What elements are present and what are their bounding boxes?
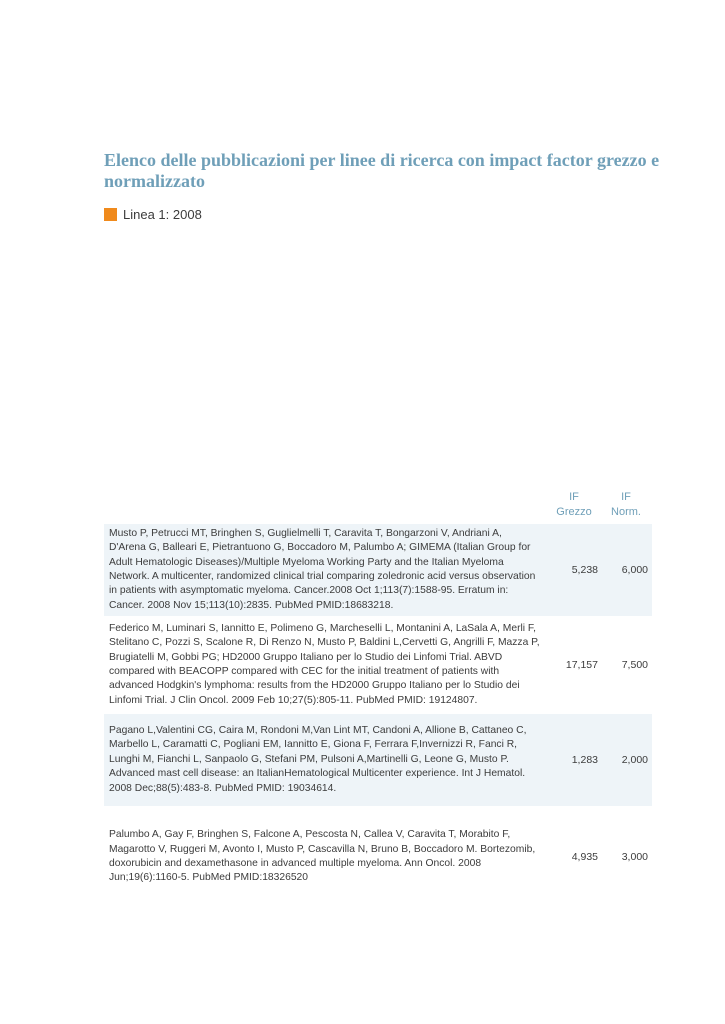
citation-text: Pagano L,Valentini CG, Caira M, Rondoni M,Van Lint MT, Candoni A, Allione B, Cattaneo C, Marbello L, Caramatti C, Pogliani EM, Iannitto E, Giona F, Ferrara F,Invernizzi R, Fanci R, Lunghi M, Fianchi L, Sanpaolo G, Stefani PM, Pulsoni A,Martinelli G, Leone G, Musto P. Advanced mast cell disease: an ItalianHematological Multicenter experience. Int J Hematol. 2008 Dec;88(5):483-8. PubMed PMID: 19034614. [109,724,527,794]
column-header-if-grezzo: IF Grezzo [556,491,592,518]
if-grezzo-value: 5,238 [571,564,598,576]
if-norm-value: 2,000 [621,754,648,766]
line-label-text: Linea 1: 2008 [123,207,202,222]
table-row [104,809,652,905]
if-grezzo-value: 1,283 [571,754,598,766]
citation-text: Federico M, Luminari S, Iannitto E, Polimeno G, Marcheselli L, Montanini A, LaSala A, Merli F, Stelitano C, Pozzi S, Scalone R, Di Renzo N, Musto P, Baldini L,Cervetti G, Angrilli F, Mazza P, Brugiatelli M, Gobbi PG; HD2000 Gruppo Italiano per lo Studio dei Linfomi Trial. ABVD compared with BEACOPP compared with CEC for the initial treatment of patients with advanced Hodgkin's lymphoma: results from the HD2000 Gruppo Italiano per lo Studio dei Linfomi Trial. J Clin Oncol. 2009 Feb 10;27(5):805-11. PubMed PMID: 19124807. [109,622,540,706]
page-title: Elenco delle pubblicazioni per linee di ricerca con impact factor grezzo e normalizzato [104,150,660,191]
if-grezzo-value: 17,157 [565,659,598,671]
orange-square-icon [104,208,117,221]
if-grezzo-value: 4,935 [571,851,598,863]
if-norm-value: 3,000 [621,851,648,863]
line-label [104,207,202,222]
table-row [104,619,652,711]
column-header-if-norm: IF Norm. [611,491,641,518]
citation-text: Palumbo A, Gay F, Bringhen S, Falcone A, Pescosta N, Callea V, Caravita T, Morabito F, Magarotto V, Ruggeri M, Avonto I, Musto P, Cascavilla N, Bruno B, Boccadoro M. Bortezomib, doxorubicin and dexamethasone in advanced multiple myeloma. Ann Oncol. 2008 Jun;19(6):1160-5. PubMed PMID:18326520 [109,829,536,884]
publications-table [104,524,652,908]
table-row [104,714,652,806]
table-row [104,524,652,616]
if-norm-value: 6,000 [621,564,648,576]
if-norm-value: 7,500 [621,659,648,671]
citation-text: Musto P, Petrucci MT, Bringhen S, Guglielmelli T, Caravita T, Bongarzoni V, Andriani A, D'Arena G, Balleari E, Pietrantuono G, Boccadoro M, Palumbo A; GIMEMA (Italian Group for Adult Hematologic Diseases)/Multiple Myeloma Working Party and the Italian Myeloma Network. A multicenter, randomized clinical trial comparing zoledronic acid versus observation in patients with asymptomatic myeloma. Cancer.2008 Oct 1;113(7):1588-95. Erratum in: Cancer. 2008 Nov 15;113(10):2835. PubMed PMID:18683218. [109,527,536,611]
